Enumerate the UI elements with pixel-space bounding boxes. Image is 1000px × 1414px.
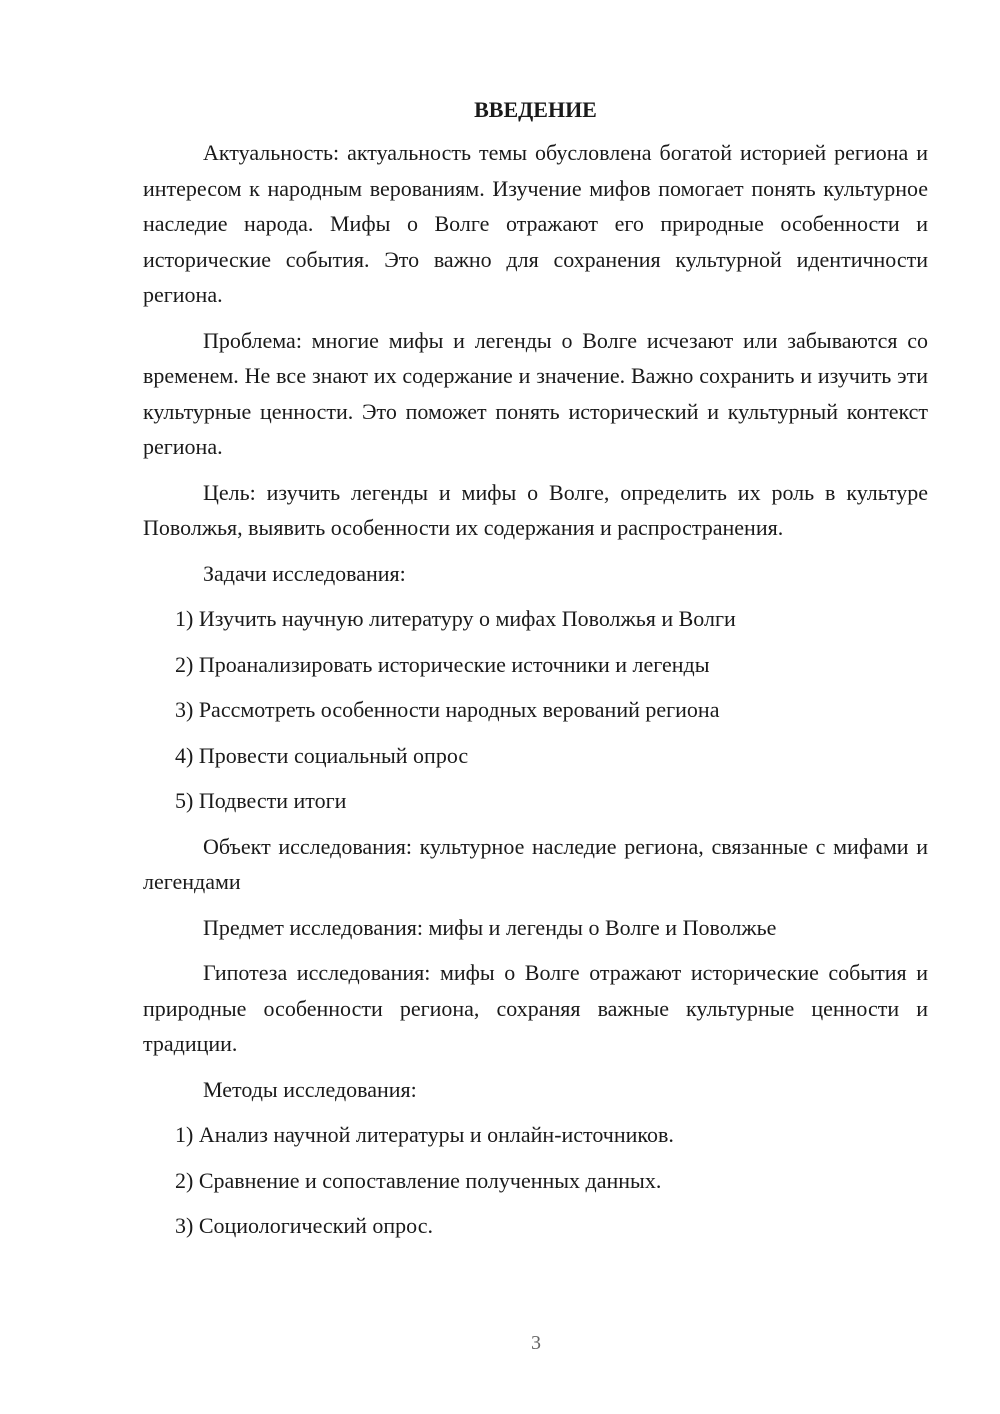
- object-paragraph: Объект исследования: культурное наследие региона, связанные с мифами и легендами: [143, 833, 928, 894]
- list-item: 3) Рассмотреть особенности народных верований региона: [175, 697, 720, 722]
- section-title: ВВЕДЕНИЕ: [474, 97, 597, 122]
- list-item: 4) Провести социальный опрос: [175, 742, 469, 768]
- list-item: 2) Проанализировать исторические источники и легенды: [175, 651, 710, 677]
- methods-list: [143, 1117, 928, 1244]
- problem-paragraph: Проблема: многие мифы и легенды о Волге исчезают или забываются со временем. Не все знают их содержание и значение. Важно сохранить и изучить эти культурные ценности. Это поможет понять исторический и культурный контекст региона.: [143, 327, 928, 459]
- tasks-list: [143, 601, 928, 819]
- list-item: 2) Сравнение и сопоставление полученных данных.: [175, 1167, 662, 1193]
- list-item: 3) Социологический опрос.: [175, 1213, 433, 1238]
- list-item: 5) Подвести итоги: [175, 788, 347, 813]
- document-page: [143, 92, 928, 1254]
- page-number: 3: [531, 1332, 541, 1354]
- goal-paragraph: Цель: изучить легенды и мифы о Волге, определить их роль в культуре Поволжья, выявить особенности их содержания и распространения.: [143, 479, 928, 540]
- list-item: 1) Анализ научной литературы и онлайн-источников.: [175, 1122, 674, 1147]
- hypothesis-paragraph: Гипотеза исследования: мифы о Волге отражают исторические события и природные особенности региона, сохраняя важные культурные ценности и традиции.: [143, 960, 928, 1056]
- list-item: 1) Изучить научную литературу о мифах Поволжья и Волги: [175, 606, 736, 631]
- methods-heading: Методы исследования:: [203, 1076, 417, 1102]
- tasks-heading: Задачи исследования:: [203, 560, 406, 586]
- relevance-paragraph: Актуальность: актуальность темы обусловлена богатой историей региона и интересом к народным верованиям. Изучение мифов помогает понять культурное наследие народа. Мифы о Волге отражают его природные особенности и исторические события. Это важно для сохранения культурной идентичности региона.: [143, 140, 928, 307]
- subject-paragraph: Предмет исследования: мифы и легенды о Волге и Поволжье: [203, 914, 777, 940]
